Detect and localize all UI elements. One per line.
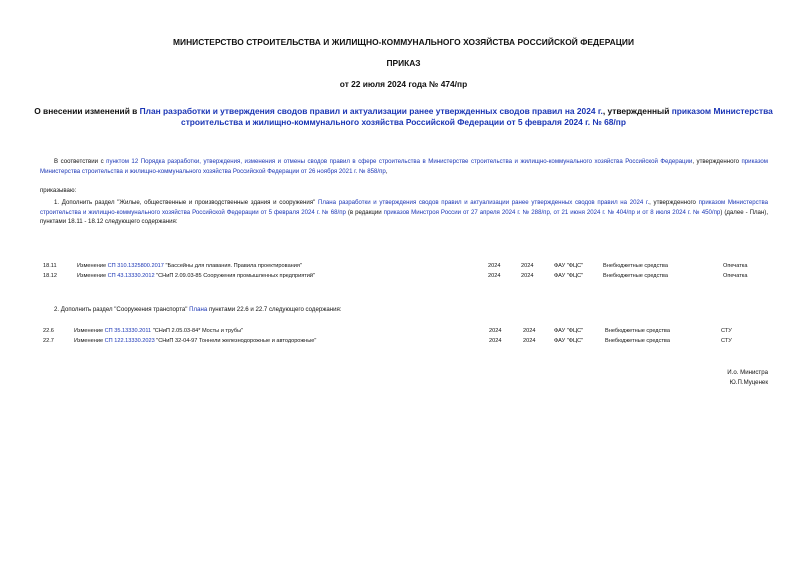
row-year-end: 2024	[523, 328, 536, 334]
row-title: "СНиП 2.05.03-84* Мосты и трубы"	[151, 328, 244, 334]
sp-code-link[interactable]: СП 122.13330.2023	[104, 338, 155, 344]
document-subject	[30, 106, 777, 128]
row-organization: ФАУ "ФЦС"	[554, 328, 584, 334]
row-prefix: Изменение	[74, 338, 105, 344]
document-type: ПРИКАЗ	[386, 58, 421, 68]
item-1-plan-link[interactable]: Плана разработки и утверждения сводов правил и актуализации ранее утвержденных сводов правил на 2024 г.	[317, 199, 650, 206]
row-prefix: Изменение	[77, 273, 108, 279]
row-funding: Внебюджетные средства	[605, 338, 670, 344]
row-description	[77, 271, 488, 281]
row-title: "СНиП 32-04-97 Тоннели железнодорожные и автодорожные"	[154, 338, 317, 344]
item-1-text-3: (в редакции	[345, 208, 384, 216]
item-2-paragraph	[54, 305, 768, 315]
preamble-text-3: ,	[385, 167, 388, 175]
sp-code-link[interactable]: СП 35.13330.2011	[104, 328, 152, 334]
preamble-text-2: , утвержденного	[692, 158, 742, 165]
signatory-name: Ю.П.Муценек	[729, 379, 768, 386]
subject-text-2: , утвержденный	[602, 106, 672, 116]
item-1-text-4: ) (далее - План), пунктами 18.11 - 18.12 следующего содержания:	[40, 208, 769, 226]
row-prefix: Изменение	[77, 263, 108, 269]
row-year-end: 2024	[521, 263, 534, 269]
row-year-start: 2024	[489, 338, 502, 344]
item-2-text-2: пунктами 22.6 и 22.7 следующего содержания:	[207, 306, 342, 313]
plan-link[interactable]: План разработки и утверждения сводов правил и актуализации ранее утвержденных сводов правил на 2024 г.	[139, 106, 603, 116]
row-title: "СНиП 2.09.03-85 Сооружения промышленных предприятий"	[154, 273, 316, 279]
signatory-position: И.о. Министра	[727, 369, 768, 376]
document-date-number: от 22 июля 2024 года № 474/пр	[339, 79, 468, 89]
item-1-paragraph	[40, 198, 768, 227]
table-row	[43, 336, 732, 346]
row-number: 18.12	[43, 273, 57, 279]
row-description	[74, 336, 489, 346]
row-organization: ФАУ "ФЦС"	[554, 273, 584, 279]
table-row	[43, 326, 732, 336]
item-2-text-1: 2. Дополнить раздел "Сооружения транспорта"	[54, 306, 190, 313]
row-note: СТУ	[721, 338, 732, 344]
item-1-text-1: 1. Дополнить раздел "Жилые, общественные и производственные здания и сооружения"	[54, 199, 318, 206]
row-year-end: 2024	[521, 273, 534, 279]
subject-text-1: О внесении изменений в	[34, 106, 140, 116]
item-1-order-68-link[interactable]: приказом Министерства строительства и жилищно-коммунального хозяйства Российской Федерации от 5 февраля 2024 г. № 68/пр	[40, 199, 769, 216]
ministry-heading: МИНИСТЕРСТВО СТРОИТЕЛЬСТВА И ЖИЛИЩНО-КОММУНАЛЬНОГО ХОЗЯЙСТВА РОССИЙСКОЙ ФЕДЕРАЦИИ	[172, 37, 635, 47]
row-prefix: Изменение	[74, 328, 105, 334]
item-1-text-2: , утвержденного	[649, 199, 699, 206]
row-year-start: 2024	[488, 263, 501, 269]
row-title: "Бассейны для плавания. Правила проектирования"	[163, 263, 302, 269]
row-note: СТУ	[721, 328, 732, 334]
row-year-start: 2024	[489, 328, 502, 334]
row-description	[77, 261, 488, 271]
order-68-link[interactable]: приказом Министерства строительства и жилищно-коммунального хозяйства Российской Федерации от 5 февраля 2024 г. № 68/пр	[181, 106, 773, 127]
preamble-text-1: В соответствии с	[54, 158, 107, 165]
sp-code-link[interactable]: СП 43.13330.2012	[107, 273, 155, 279]
row-year-start: 2024	[488, 273, 501, 279]
row-organization: ФАУ "ФЦС"	[554, 263, 584, 269]
row-note: Опечатка	[723, 273, 748, 279]
row-number: 18.11	[43, 263, 57, 269]
row-funding: Внебюджетные средства	[605, 328, 670, 334]
plan-table-1	[43, 261, 747, 281]
preamble-paragraph	[40, 157, 768, 176]
order-word: приказываю:	[40, 187, 77, 194]
item-2-plan-link[interactable]: Плана	[189, 306, 208, 313]
row-funding: Внебюджетные средства	[603, 263, 668, 269]
row-number: 22.7	[43, 338, 54, 344]
row-funding: Внебюджетные средства	[603, 273, 668, 279]
row-organization: ФАУ "ФЦС"	[554, 338, 584, 344]
row-number: 22.6	[43, 328, 54, 334]
row-year-end: 2024	[523, 338, 536, 344]
procedure-point-12-link[interactable]: пунктом 12 Порядка разработки, утверждения, изменения и отмены сводов правил в сфере строительства в Министерстве строительства и жилищно-коммунального хозяйства Российской Федерации	[106, 158, 693, 165]
amending-orders-link[interactable]: приказов Минстроя России от 27 апреля 2024 г. № 288/пр, от 21 июня 2024 г. № 404/пр и от 8 июля 2024 г. № 450/пр	[383, 208, 721, 216]
plan-table-2	[43, 326, 732, 346]
order-858-link[interactable]: приказом Министерства строительства и жилищно-коммунального хозяйства Российской Федерации от 26 ноября 2021 г. № 858/пр	[40, 158, 769, 175]
row-description	[74, 326, 489, 336]
sp-code-link[interactable]: СП 310.1325800.2017	[107, 263, 164, 269]
table-row	[43, 261, 747, 271]
row-note: Опечатка	[723, 263, 748, 269]
table-row	[43, 271, 747, 281]
